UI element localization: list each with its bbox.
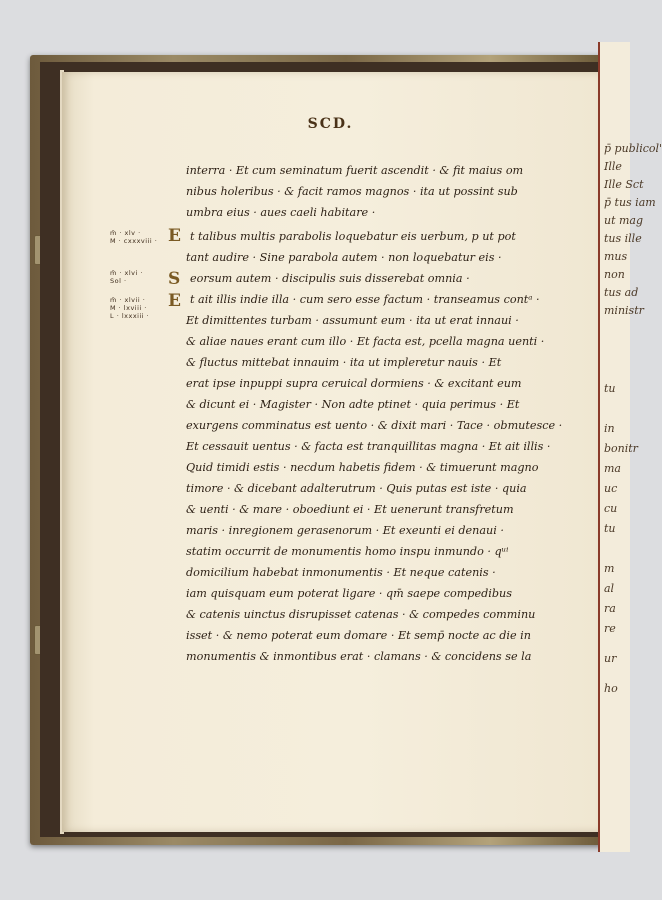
text-line: Et dimittentes turbam · assumunt eum · ita ut erat innaui · [186,314,519,327]
text-line: monumentis & inmontibus erat · clamans · & concidens se la [186,650,532,663]
text-line: umbra eius · aues caeli habitare · [186,206,376,219]
manuscript-page [62,72,599,832]
text-line: erat ipse inpuppi supra ceruical dormiens · & excitant eum [186,377,522,390]
facing-page: p̄ publicol' Ille Ille Sct p̄ tus iam ut mag tus ille mus non tus ad ministr tu in bonitr ma uc cu tu m al ra re ur ho [598,42,630,852]
initial-letter: S [168,269,181,289]
text-line: interra · Et cum seminatum fuerit ascendit · & fit maius om [186,164,524,177]
margin-note: m̄ · xlvii · M · lxviii · L · lxxxiii · [110,296,150,320]
text-line: & fluctus mittebat innauim · ita ut impleretur nauis · Et [186,356,502,369]
text-line: t talibus multis parabolis loquebatur eis uerbum, p ut pot [190,230,516,243]
text-line: exurgens comminatus est uento · & dixit mari · Tace · obmutesce · [186,419,563,432]
text-line: nibus holeribus · & facit ramos magnos · ita ut possint sub [186,185,518,198]
margin-note: m̄ · xlvi · Sol · [110,269,143,285]
initial-letter: E [168,291,181,311]
text-line: & uenti · & mare · oboediunt ei · Et uenerunt transfretum [186,503,514,516]
text-line: t ait illis indie illa · cum sero esse factum · transeamus contᵃ · [190,293,540,306]
text-line: iam quisquam eum poterat ligare · qm̄ saepe compedibus [186,587,512,600]
text-line: & dicunt ei · Magister · Non adte ptinet · quia perimus · Et [186,398,520,411]
text-line: & catenis uinctus disrupisset catenas · & compedes comminu [186,608,536,621]
text-line: Quid timidi estis · necdum habetis fidem · & timuerunt magno [186,461,539,474]
text-line: domicilium habebat inmonumentis · Et neque catenis · [186,566,496,579]
text-line: isset · & nemo poterat eum domare · Et semp̄ nocte ac die in [186,629,531,642]
text-line: Et cessauit uentus · & facta est tranquillitas magna · Et ait illis · [186,440,551,453]
running-head: SCD. [307,116,354,132]
text-line: statim occurrit de monumentis homo inspu inmundo · qᵘⁱ [186,545,509,558]
text-line: eorsum autem · discipulis suis disserebat omnia · [190,272,470,285]
text-line: maris · inregionem gerasenorum · Et exeunti ei denaui · [186,524,504,537]
text-line: timore · & dicebant adalterutrum · Quis putas est iste · quia [186,482,527,495]
margin-note: m̄ · xlv · M · cxxxviii · [110,229,158,245]
text-line: tant audire · Sine parabola autem · non loquebatur eis · [186,251,502,264]
initial-letter: E [168,226,181,246]
text-line: & aliae naues erant cum illo · Et facta est, pcella magna uenti · [186,335,545,348]
